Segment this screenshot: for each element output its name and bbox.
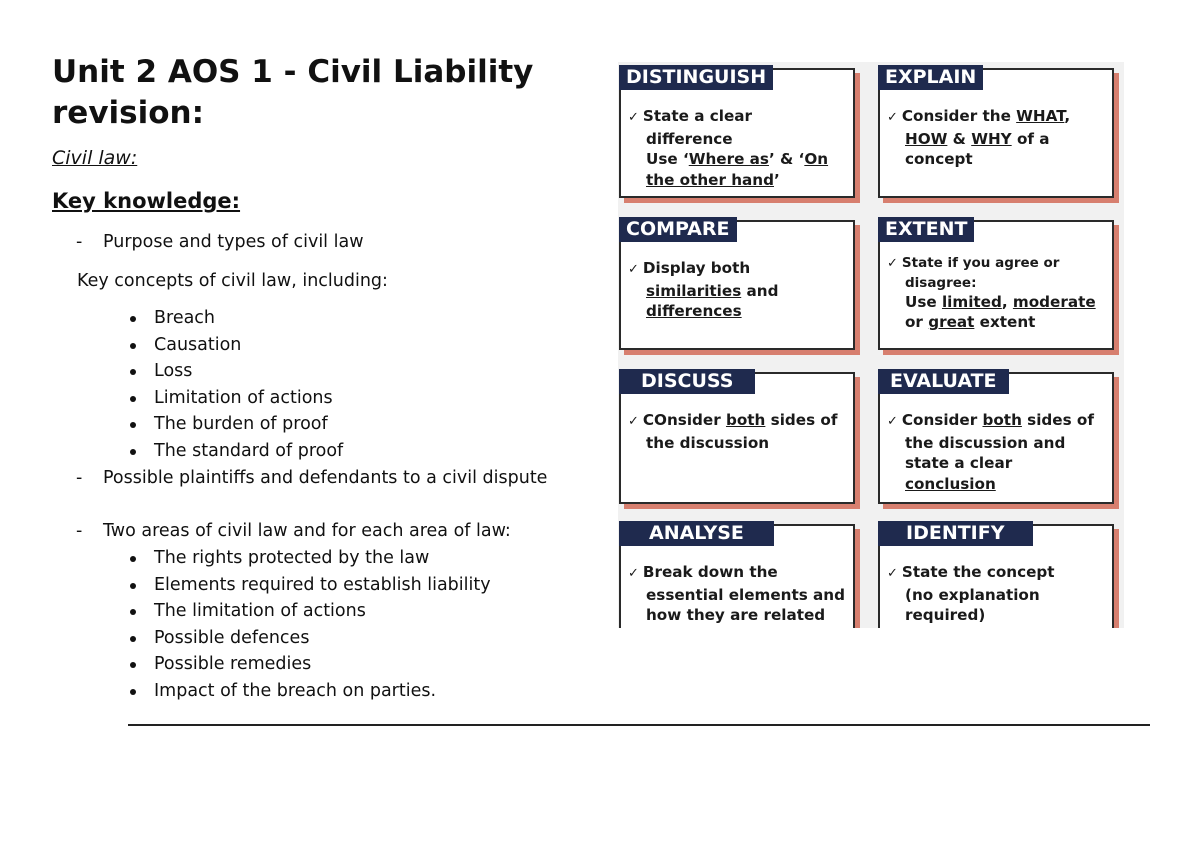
dash-marker: -: [76, 521, 83, 541]
key-concepts-list: [128, 305, 343, 465]
card-title: EXTENT: [878, 217, 974, 242]
list-item: The burden of proof: [128, 411, 343, 438]
list-item: Loss: [128, 358, 343, 385]
card-compare: [619, 220, 855, 350]
horizontal-divider: [128, 724, 1150, 726]
checkmark-icon: ✓: [628, 110, 639, 125]
card-distinguish: [619, 68, 855, 198]
card-discuss: [619, 372, 855, 504]
card-title: DISCUSS: [619, 369, 755, 394]
key-knowledge-heading: Key knowledge:: [52, 189, 241, 213]
list-item: Causation: [128, 332, 343, 359]
card-text: ✓ State a clear difference Use ‘Where as’ & ‘On the other hand’: [628, 107, 829, 189]
card-identify: [878, 524, 1114, 628]
purpose-item: [76, 229, 576, 256]
dash-marker: -: [76, 232, 83, 252]
list-item: Possible defences: [128, 625, 491, 652]
card-text: ✓ State if you agree or disagree: Use limited, moderate or great extent: [887, 255, 1096, 331]
card-analyse: [619, 524, 855, 628]
card-title: COMPARE: [619, 217, 737, 242]
area-points-list: [128, 545, 491, 705]
parties-item: [76, 465, 576, 492]
list-item: The rights protected by the law: [128, 545, 491, 572]
card-text: ✓ Consider the WHAT, HOW & WHY of a concept: [887, 107, 1071, 168]
civil-law-subtitle: Civil law:: [52, 147, 138, 169]
list-item: The limitation of actions: [128, 598, 491, 625]
card-text: ✓ Consider both sides of the discussion and state a clear conclusion: [887, 411, 1094, 493]
card-evaluate: [878, 372, 1114, 504]
card-title: ANALYSE: [619, 521, 774, 546]
checkmark-icon: ✓: [887, 256, 898, 271]
card-explain: [878, 68, 1114, 198]
card-title: EVALUATE: [878, 369, 1009, 394]
list-item: Impact of the breach on parties.: [128, 678, 491, 705]
page-title: Unit 2 AOS 1 - Civil Liability revision:: [52, 54, 534, 131]
key-concepts-intro: Key concepts of civil law, including:: [77, 271, 388, 291]
parties-text: Possible plaintiffs and defendants to a civil dispute: [103, 468, 548, 488]
list-item: The standard of proof: [128, 438, 343, 465]
list-item: Possible remedies: [128, 651, 491, 678]
card-title: EXPLAIN: [878, 65, 983, 90]
card-text: ✓ Break down the essential elements and how they are related: [628, 563, 845, 624]
checkmark-icon: ✓: [628, 566, 639, 581]
areas-item: [76, 518, 596, 545]
list-item: Limitation of actions: [128, 385, 343, 412]
card-text: ✓ State the concept (no explanation required): [887, 563, 1055, 624]
card-extent: [878, 220, 1114, 350]
checkmark-icon: ✓: [628, 262, 639, 277]
list-item: Breach: [128, 305, 343, 332]
list-item: Elements required to establish liability: [128, 572, 491, 599]
command-terms-infographic: [618, 62, 1124, 628]
checkmark-icon: ✓: [887, 110, 898, 125]
card-title: DISTINGUISH: [619, 65, 773, 90]
purpose-text: Purpose and types of civil law: [103, 232, 364, 252]
dash-marker: -: [76, 468, 83, 488]
areas-text: Two areas of civil law and for each area of law:: [103, 521, 511, 541]
checkmark-icon: ✓: [887, 414, 898, 429]
card-text: ✓ Display both similarities and differences: [628, 259, 779, 320]
checkmark-icon: ✓: [628, 414, 639, 429]
checkmark-icon: ✓: [887, 566, 898, 581]
card-text: ✓ COnsider both sides of the discussion: [628, 411, 838, 452]
card-title: IDENTIFY: [878, 521, 1033, 546]
